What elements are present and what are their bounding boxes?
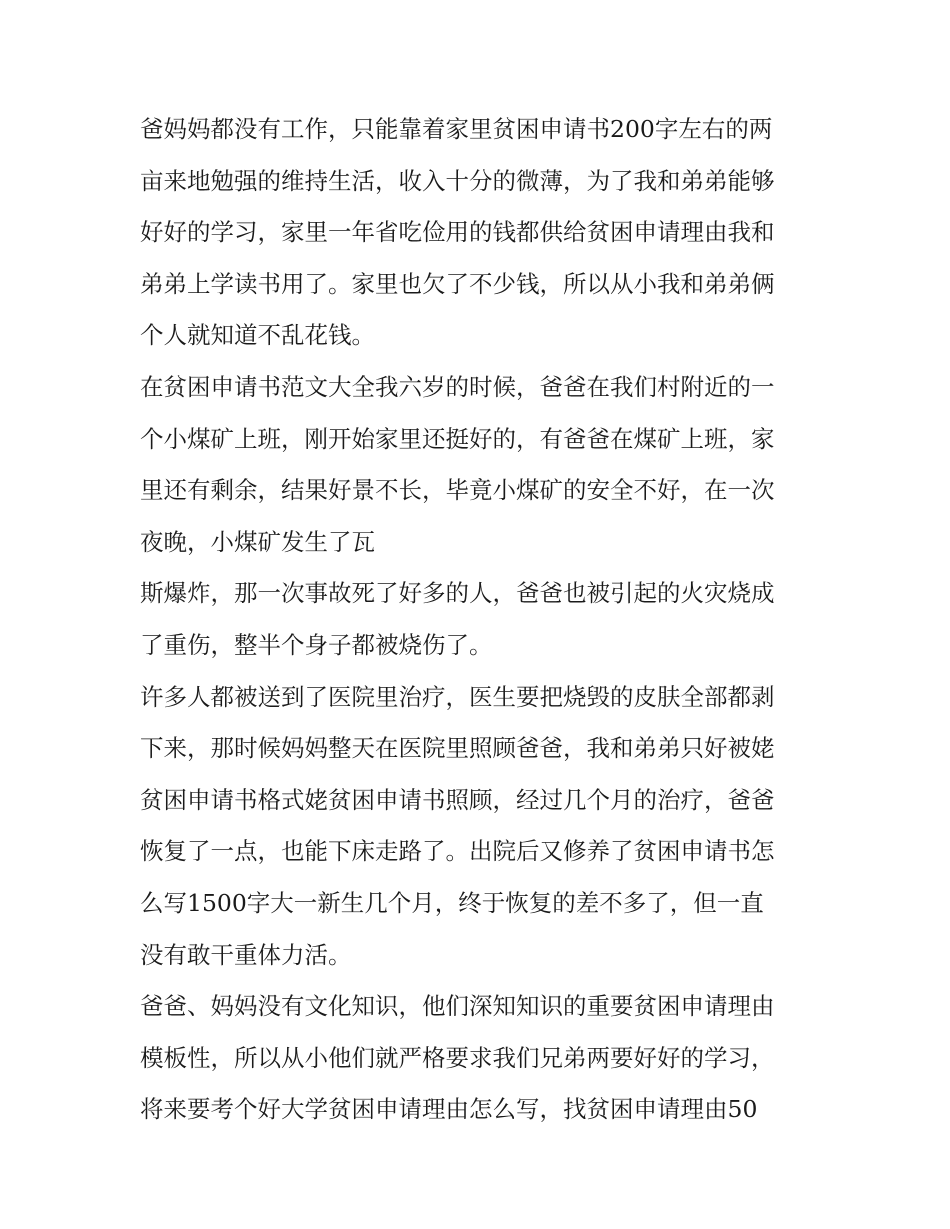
text-line-15: 恢复了一点，也能下床走路了。出院后又修养了贫困申请书怎: [140, 837, 775, 866]
text-line-18: 爸爸、妈妈没有文化知识，他们深知知识的重要贫困申请理由: [140, 992, 775, 1021]
text-line-13: 下来，那时候妈妈整天在医院里照顾爸爸，我和弟弟只好被姥: [140, 734, 775, 763]
text-line-5: 个人就知道不乱花钱。: [140, 321, 375, 350]
text-line-20: 将来要考个好大学贫困申请理由怎么写，找贫困申请理由50: [140, 1095, 758, 1124]
text-line-7: 个小煤矿上班，刚开始家里还挺好的，有爸爸在煤矿上班，家: [140, 424, 775, 453]
document-body: [140, 104, 815, 1136]
text-line-12: 许多人都被送到了医院里治疗，医生要把烧毁的皮肤全部都剥: [140, 682, 775, 711]
text-line-8: 里还有剩余，结果好景不长，毕竟小煤矿的安全不好，在一次: [140, 476, 775, 505]
text-line-16: 么写1500字大一新生几个月，终于恢复的差不多了，但一直: [140, 888, 764, 917]
text-line-17: 没有敢干重体力活。: [140, 940, 352, 969]
text-line-2: 亩来地勉强的维持生活，收入十分的微薄，为了我和弟弟能够: [140, 166, 775, 195]
text-line-11: 了重伤，整半个身子都被烧伤了。: [140, 630, 493, 659]
text-line-4: 弟弟上学读书用了。家里也欠了不少钱，所以从小我和弟弟俩: [140, 269, 775, 298]
text-line-19: 模板性，所以从小他们就严格要求我们兄弟两要好好的学习，: [140, 1043, 775, 1072]
text-line-10: 斯爆炸，那一次事故死了好多的人，爸爸也被引起的火灾烧成: [140, 579, 775, 608]
text-line-1: 爸妈妈都没有工作，只能靠着家里贫困申请书200字左右的两: [140, 115, 773, 143]
text-line-3: 好好的学习，家里一年省吃俭用的钱都供给贫困申请理由我和: [140, 218, 775, 247]
text-line-9: 夜晚，小煤矿发生了瓦: [140, 527, 375, 556]
text-line-14: 贫困申请书格式姥贫困申请书照顾，经过几个月的治疗，爸爸: [140, 785, 775, 814]
text-line-6: 在贫困申请书范文大全我六岁的时候，爸爸在我们村附近的一: [140, 372, 775, 401]
